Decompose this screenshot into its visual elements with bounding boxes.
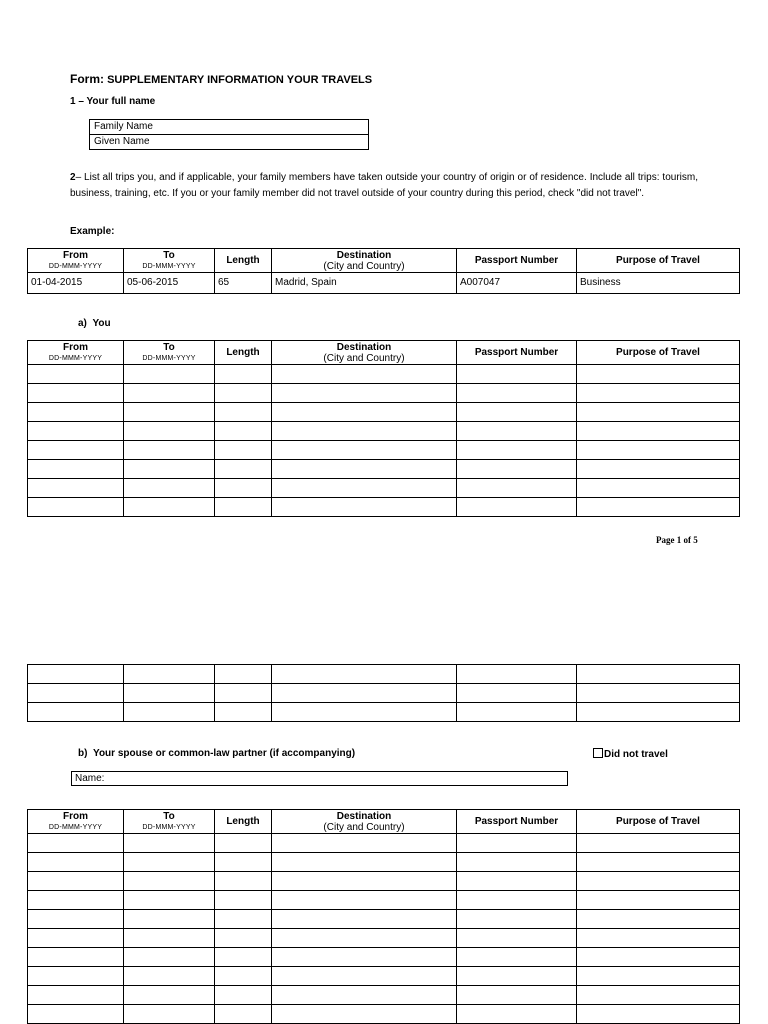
section-a-label: a) bbox=[78, 318, 87, 329]
col-passport: Passport Number bbox=[457, 810, 577, 834]
table-cell[interactable] bbox=[124, 665, 215, 684]
table-row bbox=[28, 948, 740, 967]
table-cell[interactable] bbox=[28, 460, 124, 479]
did-not-travel-option[interactable] bbox=[593, 748, 668, 760]
col-to: To DD-MMM-YYYY bbox=[124, 810, 215, 834]
table-row bbox=[28, 422, 740, 441]
section-a-heading bbox=[78, 318, 111, 329]
table-cell[interactable] bbox=[272, 967, 457, 986]
table-cell[interactable] bbox=[577, 891, 740, 910]
table-cell[interactable] bbox=[28, 948, 124, 967]
table-cell[interactable] bbox=[457, 967, 577, 986]
table-cell[interactable] bbox=[272, 948, 457, 967]
col-length: Length bbox=[215, 341, 272, 365]
table-cell[interactable] bbox=[457, 365, 577, 384]
table-cell[interactable] bbox=[215, 967, 272, 986]
example-table bbox=[27, 248, 740, 294]
table-cell[interactable] bbox=[457, 422, 577, 441]
table-cell[interactable] bbox=[457, 460, 577, 479]
table-row bbox=[28, 665, 740, 684]
table-cell[interactable] bbox=[124, 872, 215, 891]
table-cell[interactable] bbox=[215, 891, 272, 910]
section-b-label: b) bbox=[78, 748, 88, 759]
col-passport: Passport Number bbox=[457, 341, 577, 365]
table-cell[interactable] bbox=[272, 498, 457, 517]
col-passport: Passport Number bbox=[457, 249, 577, 273]
question-2 bbox=[70, 170, 698, 201]
example-row bbox=[28, 273, 740, 294]
table-cell[interactable] bbox=[577, 422, 740, 441]
table-cell[interactable] bbox=[28, 1005, 124, 1024]
table-row bbox=[28, 1005, 740, 1024]
table-cell[interactable] bbox=[272, 872, 457, 891]
table-cell[interactable] bbox=[272, 441, 457, 460]
table-cell[interactable] bbox=[577, 460, 740, 479]
table-cell[interactable] bbox=[124, 948, 215, 967]
question-1: 1 – Your full name bbox=[70, 96, 156, 107]
col-purpose: Purpose of Travel bbox=[577, 341, 740, 365]
table-cell[interactable] bbox=[272, 684, 457, 703]
table-cell[interactable] bbox=[28, 967, 124, 986]
table-cell[interactable] bbox=[124, 422, 215, 441]
table-cell[interactable] bbox=[272, 910, 457, 929]
table-row bbox=[28, 479, 740, 498]
did-not-travel-label: Did not travel bbox=[604, 749, 668, 760]
table-cell[interactable] bbox=[457, 703, 577, 722]
table-cell[interactable] bbox=[28, 703, 124, 722]
table-cell[interactable] bbox=[215, 929, 272, 948]
given-name-field[interactable]: Given Name bbox=[90, 134, 368, 149]
table-cell[interactable] bbox=[577, 703, 740, 722]
table-cell[interactable] bbox=[215, 986, 272, 1005]
table-cell[interactable] bbox=[272, 834, 457, 853]
table-cell[interactable] bbox=[28, 929, 124, 948]
table-cell[interactable] bbox=[577, 365, 740, 384]
table-cell[interactable] bbox=[215, 684, 272, 703]
section-b-table bbox=[27, 809, 740, 1024]
table-cell[interactable] bbox=[272, 422, 457, 441]
table-cell[interactable] bbox=[215, 703, 272, 722]
section-b-rows bbox=[28, 834, 740, 1024]
example-destination: Madrid, Spain bbox=[272, 273, 457, 294]
table-cell[interactable] bbox=[457, 853, 577, 872]
table-cell[interactable] bbox=[457, 479, 577, 498]
table-cell[interactable] bbox=[577, 910, 740, 929]
table-cell[interactable] bbox=[457, 498, 577, 517]
table-cell[interactable] bbox=[215, 441, 272, 460]
section-a-title: You bbox=[92, 318, 111, 329]
table-cell[interactable] bbox=[457, 948, 577, 967]
table-cell[interactable] bbox=[124, 929, 215, 948]
table-cell[interactable] bbox=[272, 853, 457, 872]
table-cell[interactable] bbox=[577, 665, 740, 684]
table-cell[interactable] bbox=[124, 967, 215, 986]
page-number: Page 1 of 5 bbox=[656, 535, 698, 545]
table-cell[interactable] bbox=[28, 834, 124, 853]
table-cell[interactable] bbox=[124, 703, 215, 722]
table-row bbox=[28, 853, 740, 872]
table-cell[interactable] bbox=[577, 948, 740, 967]
table-row bbox=[28, 891, 740, 910]
section-a-table bbox=[27, 340, 740, 517]
table-row bbox=[28, 460, 740, 479]
continuation-rows bbox=[28, 665, 740, 722]
col-from: From DD-MMM-YYYY bbox=[28, 341, 124, 365]
table-header bbox=[28, 810, 740, 834]
question-2-number: 2 bbox=[70, 172, 76, 183]
table-cell[interactable] bbox=[272, 403, 457, 422]
table-cell[interactable] bbox=[124, 684, 215, 703]
table-cell[interactable] bbox=[272, 365, 457, 384]
col-from: From DD-MMM-YYYY bbox=[28, 249, 124, 273]
col-length: Length bbox=[215, 249, 272, 273]
table-cell[interactable] bbox=[28, 479, 124, 498]
table-cell[interactable] bbox=[457, 891, 577, 910]
did-not-travel-checkbox[interactable] bbox=[593, 748, 603, 758]
table-cell[interactable] bbox=[272, 384, 457, 403]
table-cell[interactable] bbox=[457, 872, 577, 891]
table-cell[interactable] bbox=[215, 365, 272, 384]
example-label: Example: bbox=[70, 226, 115, 237]
table-header bbox=[28, 249, 740, 273]
col-purpose: Purpose of Travel bbox=[577, 249, 740, 273]
table-cell[interactable] bbox=[124, 479, 215, 498]
table-cell[interactable] bbox=[577, 479, 740, 498]
table-cell[interactable] bbox=[272, 460, 457, 479]
example-to: 05-06-2015 bbox=[124, 273, 215, 294]
table-cell[interactable] bbox=[28, 403, 124, 422]
table-cell[interactable] bbox=[215, 665, 272, 684]
table-cell[interactable] bbox=[124, 365, 215, 384]
section-b-heading bbox=[78, 748, 355, 759]
table-cell[interactable] bbox=[457, 1005, 577, 1024]
table-cell[interactable] bbox=[124, 403, 215, 422]
table-cell[interactable] bbox=[28, 365, 124, 384]
question-2-text: – List all trips you, and if applicable, your family members have taken outside your country of origin or of residence. Include all trips: tourism, business, training, etc. If you or your family member did not travel outside of your country during this period, check "did not travel". bbox=[70, 172, 698, 199]
form-title-text: SUPPLEMENTARY INFORMATION YOUR TRAVELS bbox=[107, 74, 373, 86]
col-purpose: Purpose of Travel bbox=[577, 810, 740, 834]
table-cell[interactable] bbox=[124, 441, 215, 460]
table-cell[interactable] bbox=[272, 665, 457, 684]
table-row bbox=[28, 967, 740, 986]
table-cell[interactable] bbox=[28, 684, 124, 703]
form-title bbox=[70, 72, 372, 86]
table-cell[interactable] bbox=[124, 384, 215, 403]
table-cell[interactable] bbox=[577, 834, 740, 853]
table-cell[interactable] bbox=[457, 929, 577, 948]
table-row bbox=[28, 384, 740, 403]
table-row bbox=[28, 872, 740, 891]
col-length: Length bbox=[215, 810, 272, 834]
table-cell[interactable] bbox=[124, 853, 215, 872]
table-cell[interactable] bbox=[124, 834, 215, 853]
table-cell[interactable] bbox=[215, 384, 272, 403]
table-cell[interactable] bbox=[272, 929, 457, 948]
table-cell[interactable] bbox=[577, 967, 740, 986]
table-cell[interactable] bbox=[124, 986, 215, 1005]
table-cell[interactable] bbox=[28, 498, 124, 517]
table-cell[interactable] bbox=[457, 910, 577, 929]
table-cell[interactable] bbox=[457, 684, 577, 703]
table-cell[interactable] bbox=[124, 460, 215, 479]
table-cell[interactable] bbox=[124, 1005, 215, 1024]
table-cell[interactable] bbox=[272, 703, 457, 722]
table-cell[interactable] bbox=[577, 498, 740, 517]
table-row bbox=[28, 498, 740, 517]
table-cell[interactable] bbox=[457, 986, 577, 1005]
section-a-rows bbox=[28, 365, 740, 517]
table-cell[interactable] bbox=[577, 1005, 740, 1024]
table-row bbox=[28, 703, 740, 722]
table-cell[interactable] bbox=[577, 872, 740, 891]
table-row bbox=[28, 929, 740, 948]
table-cell[interactable] bbox=[215, 853, 272, 872]
table-cell[interactable] bbox=[28, 422, 124, 441]
table-cell[interactable] bbox=[215, 1005, 272, 1024]
table-cell[interactable] bbox=[272, 986, 457, 1005]
example-length: 65 bbox=[215, 273, 272, 294]
table-row bbox=[28, 834, 740, 853]
table-cell[interactable] bbox=[28, 986, 124, 1005]
table-cell[interactable] bbox=[577, 384, 740, 403]
section-a-continuation-table bbox=[27, 664, 740, 722]
table-row bbox=[28, 441, 740, 460]
example-from: 01-04-2015 bbox=[28, 273, 124, 294]
table-cell[interactable] bbox=[457, 441, 577, 460]
table-cell[interactable] bbox=[577, 853, 740, 872]
table-cell[interactable] bbox=[124, 891, 215, 910]
table-cell[interactable] bbox=[215, 872, 272, 891]
table-cell[interactable] bbox=[215, 479, 272, 498]
table-cell[interactable] bbox=[28, 384, 124, 403]
table-cell[interactable] bbox=[28, 872, 124, 891]
form-label: Form: bbox=[70, 72, 104, 86]
table-cell[interactable] bbox=[272, 1005, 457, 1024]
table-row bbox=[28, 684, 740, 703]
family-name-field[interactable]: Family Name bbox=[94, 121, 153, 132]
table-cell[interactable] bbox=[215, 498, 272, 517]
full-name-box bbox=[89, 119, 369, 150]
table-cell[interactable] bbox=[577, 929, 740, 948]
example-purpose: Business bbox=[577, 273, 740, 294]
table-cell[interactable] bbox=[215, 948, 272, 967]
table-cell[interactable] bbox=[577, 441, 740, 460]
table-row bbox=[28, 986, 740, 1005]
table-cell[interactable] bbox=[272, 479, 457, 498]
table-cell[interactable] bbox=[457, 665, 577, 684]
table-cell[interactable] bbox=[28, 891, 124, 910]
table-cell[interactable] bbox=[577, 684, 740, 703]
table-cell[interactable] bbox=[215, 403, 272, 422]
table-cell[interactable] bbox=[457, 384, 577, 403]
table-cell[interactable] bbox=[124, 910, 215, 929]
table-cell[interactable] bbox=[457, 834, 577, 853]
table-cell[interactable] bbox=[215, 460, 272, 479]
table-header bbox=[28, 341, 740, 365]
col-destination: Destination (City and Country) bbox=[272, 341, 457, 365]
col-destination: Destination (City and Country) bbox=[272, 810, 457, 834]
table-cell[interactable] bbox=[577, 403, 740, 422]
table-cell[interactable] bbox=[215, 910, 272, 929]
table-cell[interactable] bbox=[272, 891, 457, 910]
col-to: To DD-MMM-YYYY bbox=[124, 249, 215, 273]
table-cell[interactable] bbox=[28, 441, 124, 460]
table-row bbox=[28, 403, 740, 422]
table-row bbox=[28, 910, 740, 929]
col-to: To DD-MMM-YYYY bbox=[124, 341, 215, 365]
spouse-name-field[interactable]: Name: bbox=[71, 771, 568, 786]
table-cell[interactable] bbox=[577, 986, 740, 1005]
section-b-title: Your spouse or common-law partner (if accompanying) bbox=[93, 748, 356, 759]
table-cell[interactable] bbox=[28, 910, 124, 929]
table-cell[interactable] bbox=[28, 665, 124, 684]
table-cell[interactable] bbox=[457, 403, 577, 422]
table-cell[interactable] bbox=[28, 853, 124, 872]
col-from: From DD-MMM-YYYY bbox=[28, 810, 124, 834]
table-cell[interactable] bbox=[215, 834, 272, 853]
table-cell[interactable] bbox=[124, 498, 215, 517]
col-destination: Destination (City and Country) bbox=[272, 249, 457, 273]
table-row bbox=[28, 365, 740, 384]
table-cell[interactable] bbox=[215, 422, 272, 441]
example-passport: A007047 bbox=[457, 273, 577, 294]
